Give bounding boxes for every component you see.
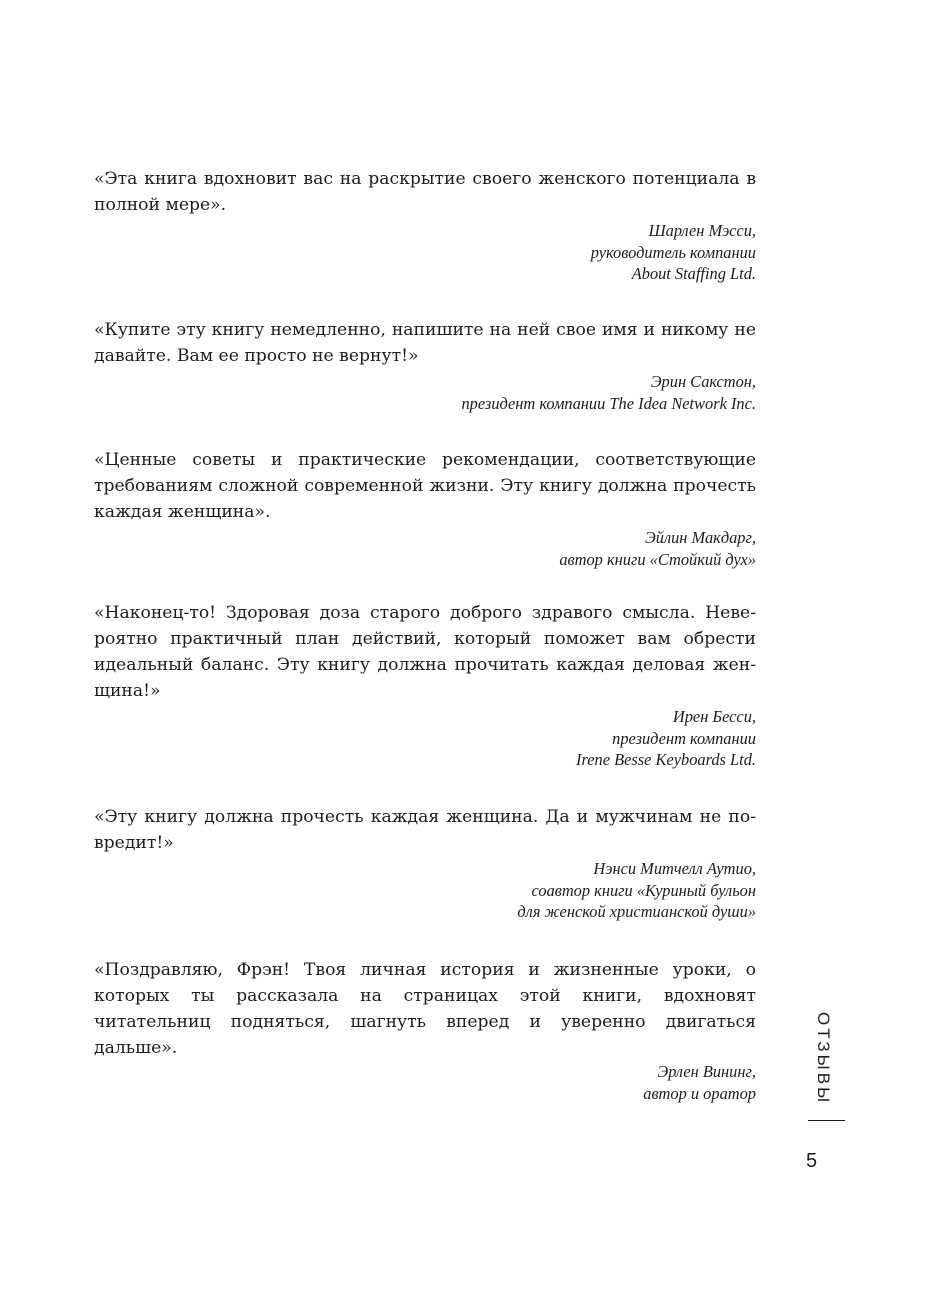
review-author-role: президент компании bbox=[612, 728, 756, 748]
review-quote: «Ценные советы и практические рекомендации, соответствующие требованиям сложной современной жизни. Эту книгу должна прочесть каждая женщина». bbox=[94, 450, 756, 522]
review-attribution bbox=[94, 706, 756, 771]
review-quote: «Наконец-то! Здоровая доза старого доброго здравого смысла. Невероятно практичный план действий, который поможет вам обрести идеальный баланс. Эту книгу должна прочитать каждая деловая женщина!» bbox=[94, 603, 756, 701]
review-quote: «Эту книгу должна прочесть каждая женщина. Да и мужчинам не повредит!» bbox=[94, 807, 756, 853]
review-author: Эрин Сакстон, bbox=[650, 372, 756, 391]
review-author-role: автор книги «Стойкий дух» bbox=[559, 549, 756, 569]
page-number: 5 bbox=[806, 1150, 818, 1172]
review-attribution bbox=[94, 1061, 756, 1104]
review-5 bbox=[94, 804, 756, 923]
review-author-role: соавтор книги «Куриный бульон bbox=[531, 880, 756, 900]
review-author: Нэнси Митчелл Аутио, bbox=[593, 859, 756, 878]
section-label: ОТЗЫВЫ bbox=[814, 1012, 833, 1106]
review-author: Шарлен Мэсси, bbox=[648, 221, 756, 240]
review-attribution bbox=[94, 858, 756, 923]
review-4 bbox=[94, 600, 756, 771]
review-attribution bbox=[94, 371, 756, 414]
review-author: Эрлен Вининг, bbox=[657, 1062, 756, 1081]
review-3 bbox=[94, 447, 756, 570]
review-attribution bbox=[94, 220, 756, 285]
review-2 bbox=[94, 317, 756, 414]
review-author-role: президент компании The Idea Network Inc. bbox=[461, 393, 756, 413]
review-attribution bbox=[94, 527, 756, 570]
review-1 bbox=[94, 166, 756, 285]
review-quote: «Поздравляю, Фрэн! Твоя личная история и жизненные уроки, о которых ты рассказала на страницах этой книги, вдохновят читательниц подняться, шагнуть вперед и уверенно двигаться дальше». bbox=[94, 960, 756, 1058]
review-author-role: Irene Besse Keyboards Ltd. bbox=[576, 750, 756, 769]
review-author-role: руководитель компании bbox=[590, 242, 756, 262]
review-6 bbox=[94, 957, 756, 1104]
review-author: Эйлин Макдарг, bbox=[645, 528, 756, 547]
review-author-role: для женской христианской души» bbox=[517, 902, 756, 921]
section-divider bbox=[808, 1120, 845, 1121]
review-author-role: About Staffing Ltd. bbox=[631, 264, 756, 283]
review-quote: «Эта книга вдохновит вас на раскрытие своего женского потенциала в полной мере». bbox=[94, 169, 756, 215]
review-author-role: автор и оратор bbox=[643, 1083, 756, 1103]
review-quote: «Купите эту книгу немедленно, напишите на ней свое имя и никому не давайте. Вам ее просто не вернут!» bbox=[94, 320, 756, 366]
review-author: Ирен Бесси, bbox=[672, 707, 756, 726]
